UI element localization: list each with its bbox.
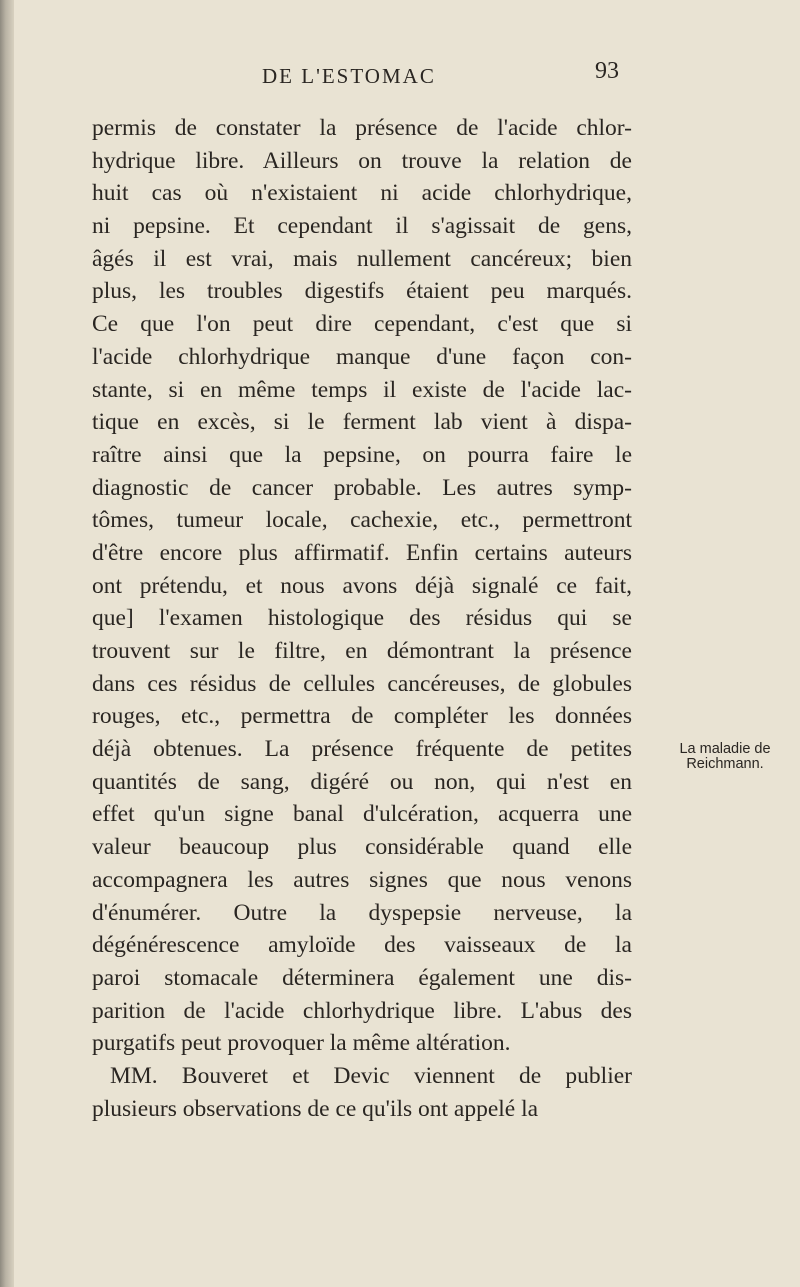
text-line: d'énumérer. Outre la dyspepsie nerveuse, la: [92, 899, 632, 926]
text-line: dégénérescence amyloïde des vaisseaux de la: [92, 932, 632, 959]
margin-note: [670, 742, 780, 772]
text-line: huit cas où n'existaient ni acide chlorhydrique,: [92, 180, 632, 207]
text-line: plus, les troubles digestifs étaient peu marqués.: [92, 278, 632, 305]
text-line: rouges, etc., permettra de compléter les données: [92, 703, 632, 730]
text-line: tique en excès, si le ferment lab vient à dispa-: [92, 409, 632, 436]
text-line: que] l'examen histologique des résidus qui se: [92, 605, 632, 632]
text-line: plusieurs observations de ce qu'ils ont appelé la: [92, 1095, 539, 1122]
body-text: [92, 112, 632, 1125]
text-line: Ce que l'on peut dire cependant, c'est que si: [92, 311, 632, 338]
text-line: purgatifs peut provoquer la même altération.: [92, 1030, 511, 1057]
page-binding-edge: [0, 0, 14, 1287]
page-number: 93: [595, 58, 619, 84]
text-line: quantités de sang, digéré ou non, qui n'est en: [92, 768, 632, 795]
text-line: parition de l'acide chlorhydrique libre. L'abus des: [92, 997, 632, 1024]
margin-note-line: La maladie de: [679, 741, 771, 757]
text-line: tômes, tumeur locale, cachexie, etc., permettront: [92, 507, 632, 534]
text-line: raître ainsi que la pepsine, on pourra faire le: [92, 441, 632, 468]
text-line: paroi stomacale déterminera également une dis-: [92, 964, 632, 991]
text-line: âgés il est vrai, mais nullement cancéreux; bien: [92, 245, 632, 272]
text-line: l'acide chlorhydrique manque d'une façon con-: [92, 343, 632, 370]
text-line: ont prétendu, et nous avons déjà signalé ce fait,: [92, 572, 632, 599]
page-header: [0, 58, 800, 98]
text-line: d'être encore plus affirmatif. Enfin certains auteurs: [92, 539, 632, 566]
text-line: accompagnera les autres signes que nous venons: [92, 866, 632, 893]
running-title: DE L'ESTOMAC: [262, 64, 436, 88]
text-line: valeur beaucoup plus considérable quand elle: [92, 834, 632, 861]
text-line: MM. Bouveret et Devic viennent de publier: [110, 1062, 632, 1089]
text-line: permis de constater la présence de l'acide chlor-: [92, 115, 632, 141]
text-line: dans ces résidus de cellules cancéreuses, de globules: [92, 670, 632, 697]
text-line: trouvent sur le filtre, en démontrant la présence: [92, 638, 632, 664]
text-line: hydrique libre. Ailleurs on trouve la relation de: [92, 147, 632, 174]
margin-note-line: Reichmann.: [686, 756, 764, 772]
text-line: effet qu'un signe banal d'ulcération, acquerra une: [92, 801, 632, 828]
text-line: ni pepsine. Et cependant il s'agissait de gens,: [92, 213, 632, 240]
text-line: stante, si en même temps il existe de l'acide lac-: [92, 376, 632, 403]
text-line: déjà obtenues. La présence fréquente de petites: [92, 736, 632, 763]
text-line: diagnostic de cancer probable. Les autres symp-: [92, 474, 632, 501]
